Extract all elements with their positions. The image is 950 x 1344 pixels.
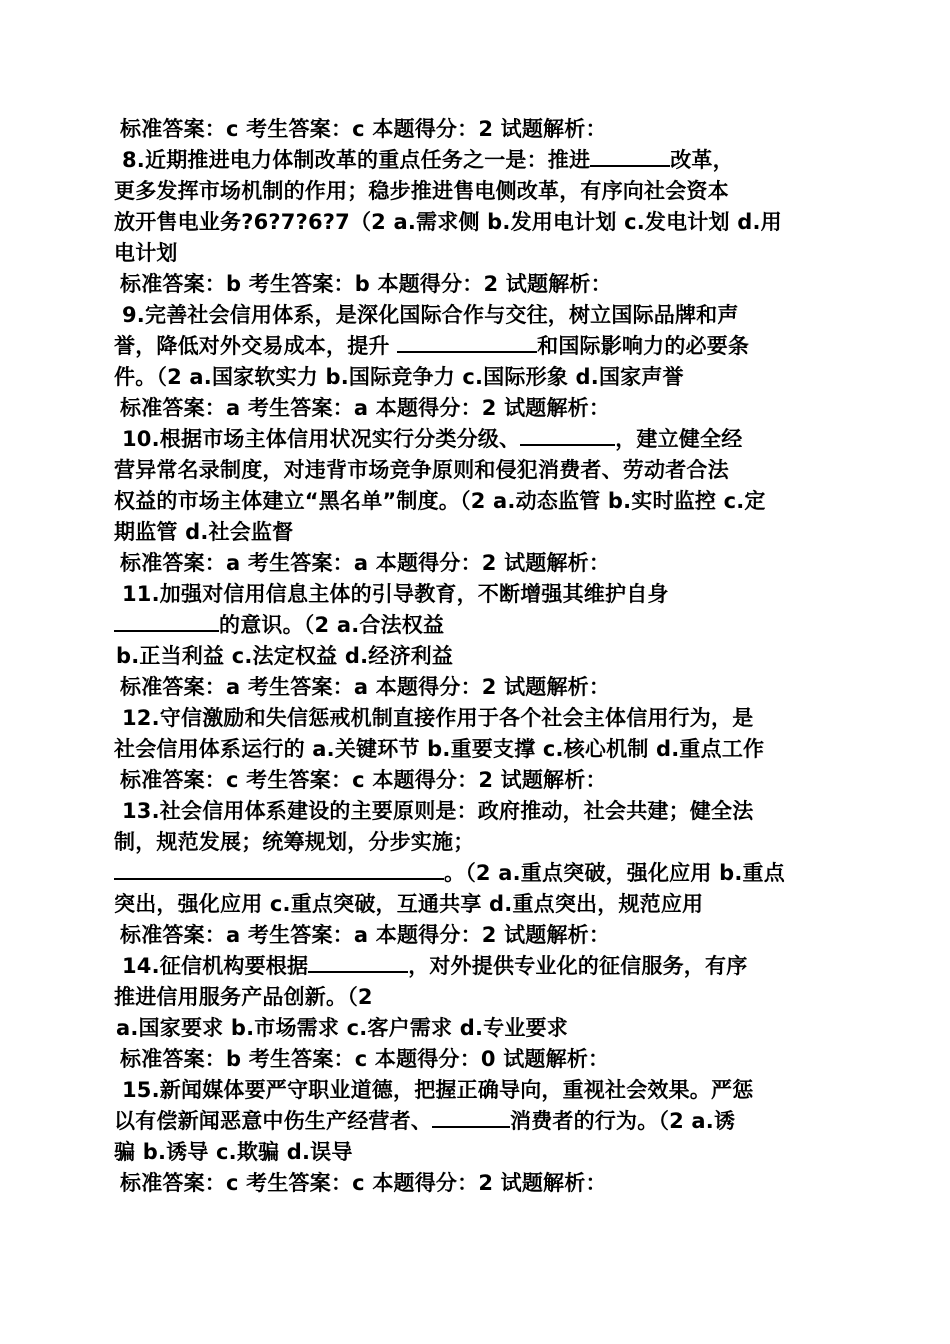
answer-blank [114,612,219,632]
text: 改革， [670,148,734,172]
answer-blank [520,426,615,446]
text: 推进信用服务产品创新。（2 [114,985,373,1009]
answer-blank [397,333,537,353]
question-10-line4 [114,517,844,548]
text: 消费者的行为。（2 a.诱 [510,1109,736,1133]
text: 标准答案：a 考生答案：a 本题得分：2 试题解析： [120,923,611,947]
text: 12.守信激励和失信惩戒机制直接作用于各个社会主体信用行为，是 [122,706,754,730]
answer-line-q9 [114,393,844,424]
answer-line-q7 [114,114,844,145]
question-13-line3 [114,858,844,889]
answer-line-q8 [114,269,844,300]
answer-line-q15 [114,1168,844,1199]
question-14-line2 [114,982,844,1013]
text: 标准答案：b 考生答案：b 本题得分：2 试题解析： [120,272,612,296]
answer-line-q12 [114,765,844,796]
text: 誉，降低对外交易成本，提升 [114,334,390,358]
text: ，建立健全经 [615,427,743,451]
question-10-line2 [114,455,844,486]
question-8-line4 [114,238,844,269]
question-13-line4 [114,889,844,920]
text: 15.新闻媒体要严守职业道德，把握正确导向，重视社会效果。严惩 [122,1078,754,1102]
answer-blank [590,147,670,167]
text: 标准答案：c 考生答案：c 本题得分：2 试题解析： [120,117,607,141]
question-10 [114,424,844,455]
text: 营异常名录制度，对违背市场竞争原则和侵犯消费者、劳动者合法 [114,458,729,482]
answer-line-q10 [114,548,844,579]
question-11 [114,579,844,610]
text: 14.征信机构要根据 [122,954,309,978]
question-8-line3 [114,207,844,238]
text: 社会信用体系运行的 a.关键环节 b.重要支撑 c.核心机制 d.重点工作 [114,737,765,761]
text: 突出，强化应用 c.重点突破，互通共享 d.重点突出，规范应用 [114,892,704,916]
question-9 [114,300,844,331]
text: 电计划 [114,241,178,265]
question-11-line3 [114,641,844,672]
question-8 [114,145,844,176]
text: 8.近期推进电力体制改革的重点任务之一是：推进 [122,148,591,172]
text: ，对外提供专业化的征信服务，有序 [408,954,748,978]
text: 以有偿新闻恶意中伤生产经营者、 [114,1109,432,1133]
text: 标准答案：a 考生答案：a 本题得分：2 试题解析： [120,675,611,699]
question-15-line2 [114,1106,844,1137]
answer-line-q13 [114,920,844,951]
text: a.国家要求 b.市场需求 c.客户需求 d.专业要求 [116,1016,568,1040]
text: 标准答案：c 考生答案：c 本题得分：2 试题解析： [120,768,607,792]
text: 11.加强对信用信息主体的引导教育，不断增强其维护自身 [122,582,669,606]
question-9-line2 [114,331,844,362]
text: 标准答案：a 考生答案：a 本题得分：2 试题解析： [120,551,611,575]
text: 骗 b.诱导 c.欺骗 d.误导 [114,1140,353,1164]
question-15 [114,1075,844,1106]
answer-blank [432,1108,510,1128]
answer-line-q14 [114,1044,844,1075]
text: 标准答案：b 考生答案：c 本题得分：0 试题解析： [120,1047,610,1071]
question-15-line3 [114,1137,844,1168]
text: 制，规范发展；统筹规划，分步实施； [114,830,475,854]
text: 13.社会信用体系建设的主要原则是：政府推动，社会共建；健全法 [122,799,754,823]
text: 放开售电业务?6?7?6?7（2 a.需求侧 b.发用电计划 c.发电计划 d.用 [114,210,782,234]
text: 更多发挥市场机制的作用；稳步推进售电侧改革，有序向社会资本 [114,179,729,203]
text: 9.完善社会信用体系，是深化国际合作与交往，树立国际品牌和声 [122,303,739,327]
answer-line-q11 [114,672,844,703]
question-13 [114,796,844,827]
question-14-line3 [114,1013,844,1044]
question-13-line2 [114,827,844,858]
text: 标准答案：c 考生答案：c 本题得分：2 试题解析： [120,1171,607,1195]
text: 10.根据市场主体信用状况实行分类分级、 [122,427,521,451]
text: b.正当利益 c.法定权益 d.经济利益 [116,644,454,668]
answer-blank [308,953,408,973]
document-page [114,114,844,1199]
text: 。（2 a.重点突破，强化应用 b.重点 [444,861,785,885]
question-12-line2 [114,734,844,765]
question-14 [114,951,844,982]
text: 的意识。（2 a.合法权益 [219,613,445,637]
question-8-line2 [114,176,844,207]
question-9-line3 [114,362,844,393]
text: 和国际影响力的必要条 [537,334,750,358]
question-10-line3 [114,486,844,517]
text: 件。（2 a.国家软实力 b.国际竞争力 c.国际形象 d.国家声誉 [114,365,684,389]
question-11-line2 [114,610,844,641]
text: 权益的市场主体建立“黑名单”制度。（2 a.动态监管 b.实时监控 c.定 [114,489,766,513]
question-12 [114,703,844,734]
text: 标准答案：a 考生答案：a 本题得分：2 试题解析： [120,396,611,420]
text: 期监管 d.社会监督 [114,520,294,544]
answer-blank [114,860,444,880]
